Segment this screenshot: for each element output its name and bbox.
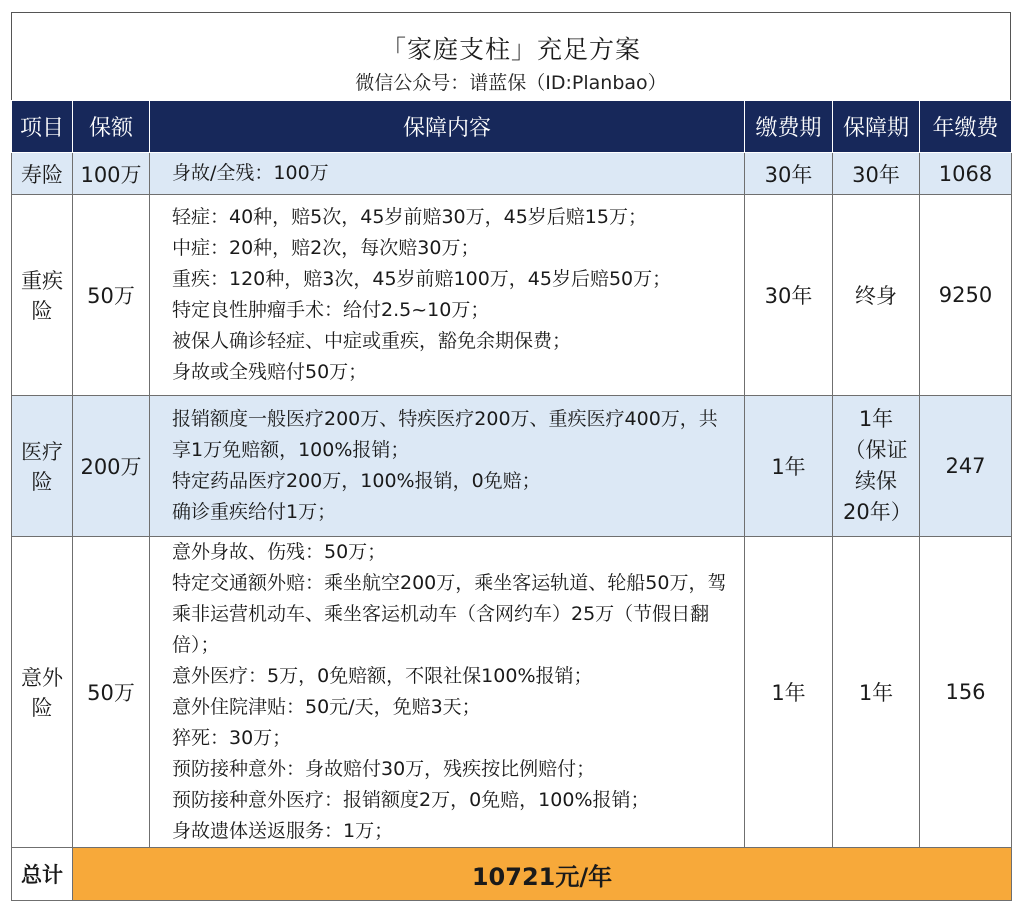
row-annual-fee: 9250: [920, 195, 1012, 396]
row-pay-period: 1年: [745, 537, 833, 848]
content-line: 预防接种意外：身故赔付30万，残疾按比例赔付；: [172, 758, 596, 780]
row-amount: 100万: [73, 153, 150, 195]
table-row: [12, 153, 1012, 195]
row-annual-fee: 1068: [920, 153, 1012, 195]
content-line: 身故或全残赔付50万；: [172, 361, 368, 383]
content-line: 猝死：30万；: [172, 727, 292, 749]
header-annual-fee: 年缴费: [920, 101, 1012, 153]
content-line: 中症：20种，赔2次，每次赔30万；: [172, 237, 480, 259]
content-line: 报销额度一般医疗200万、特疾医疗200万、重疾医疗400万，共享1万免赔额，100%报销；: [172, 408, 718, 461]
header-amount: 保额: [73, 101, 150, 153]
content-line: 确诊重疾给付1万；: [172, 501, 337, 523]
row-annual-fee: 156: [920, 537, 1012, 848]
row-item: 意外险: [12, 537, 73, 848]
table-header-row: [12, 101, 1012, 153]
row-pay-period: 1年: [745, 396, 833, 537]
row-content: [150, 195, 745, 396]
content-line: 被保人确诊轻症、中症或重疾，豁免余期保费；: [172, 330, 572, 352]
row-amount: 200万: [73, 396, 150, 537]
content-line: 身故遗体送返服务：1万；: [172, 820, 394, 842]
table-row: [12, 195, 1012, 396]
table-row: [12, 537, 1012, 848]
row-item: 重疾险: [12, 195, 73, 396]
total-row: [12, 848, 1012, 901]
row-amount: 50万: [73, 195, 150, 396]
title-block: [11, 12, 1011, 100]
content-line: 意外身故、伤残：50万；: [172, 541, 387, 563]
row-content: [150, 537, 745, 848]
header-item: 项目: [12, 101, 73, 153]
header-content: 保障内容: [150, 101, 745, 153]
total-label: 总计: [12, 848, 73, 901]
row-item: 医疗险: [12, 396, 73, 537]
row-item: 寿险: [12, 153, 73, 195]
row-pay-period: 30年: [745, 153, 833, 195]
content-line: 特定药品医疗200万，100%报销，0免赔；: [172, 470, 541, 492]
row-coverage-period: 1年（保证续保20年）: [833, 396, 920, 537]
row-annual-fee: 247: [920, 396, 1012, 537]
content-line: 重疾：120种，赔3次，45岁前赔100万，45岁后赔50万；: [172, 268, 672, 290]
row-coverage-period: 1年: [833, 537, 920, 848]
header-coverage-period: 保障期: [833, 101, 920, 153]
total-value: 10721元/年: [73, 848, 1012, 901]
table-row: [12, 396, 1012, 537]
content-line: 轻症：40种，赔5次，45岁前赔30万，45岁后赔15万；: [172, 206, 647, 228]
content-line: 特定交通额外赔：乘坐航空200万，乘坐客运轨道、轮船50万，驾乘非运营机动车、乘坐客运机动车（含网约车）25万（节假日翻倍）；: [172, 572, 727, 656]
row-coverage-period: 终身: [833, 195, 920, 396]
row-content: [150, 153, 745, 195]
row-content: [150, 396, 745, 537]
content-line: 预防接种意外医疗：报销额度2万，0免赔，100%报销；: [172, 789, 650, 811]
content-line: 意外医疗：5万，0免赔额，不限社保100%报销；: [172, 665, 593, 687]
page-title: 「家庭支柱」充足方案: [380, 35, 641, 64]
page-subtitle: 微信公众号：谱蓝保（ID:Planbao）: [355, 72, 667, 94]
insurance-plan-table: [11, 100, 1012, 901]
row-coverage-period: 30年: [833, 153, 920, 195]
row-amount: 50万: [73, 537, 150, 848]
content-line: 身故/全残：100万: [172, 162, 329, 184]
content-line: 意外住院津贴：50元/天，免赔3天；: [172, 696, 481, 718]
content-line: 特定良性肿瘤手术：给付2.5~10万；: [172, 299, 490, 321]
row-pay-period: 30年: [745, 195, 833, 396]
header-pay-period: 缴费期: [745, 101, 833, 153]
